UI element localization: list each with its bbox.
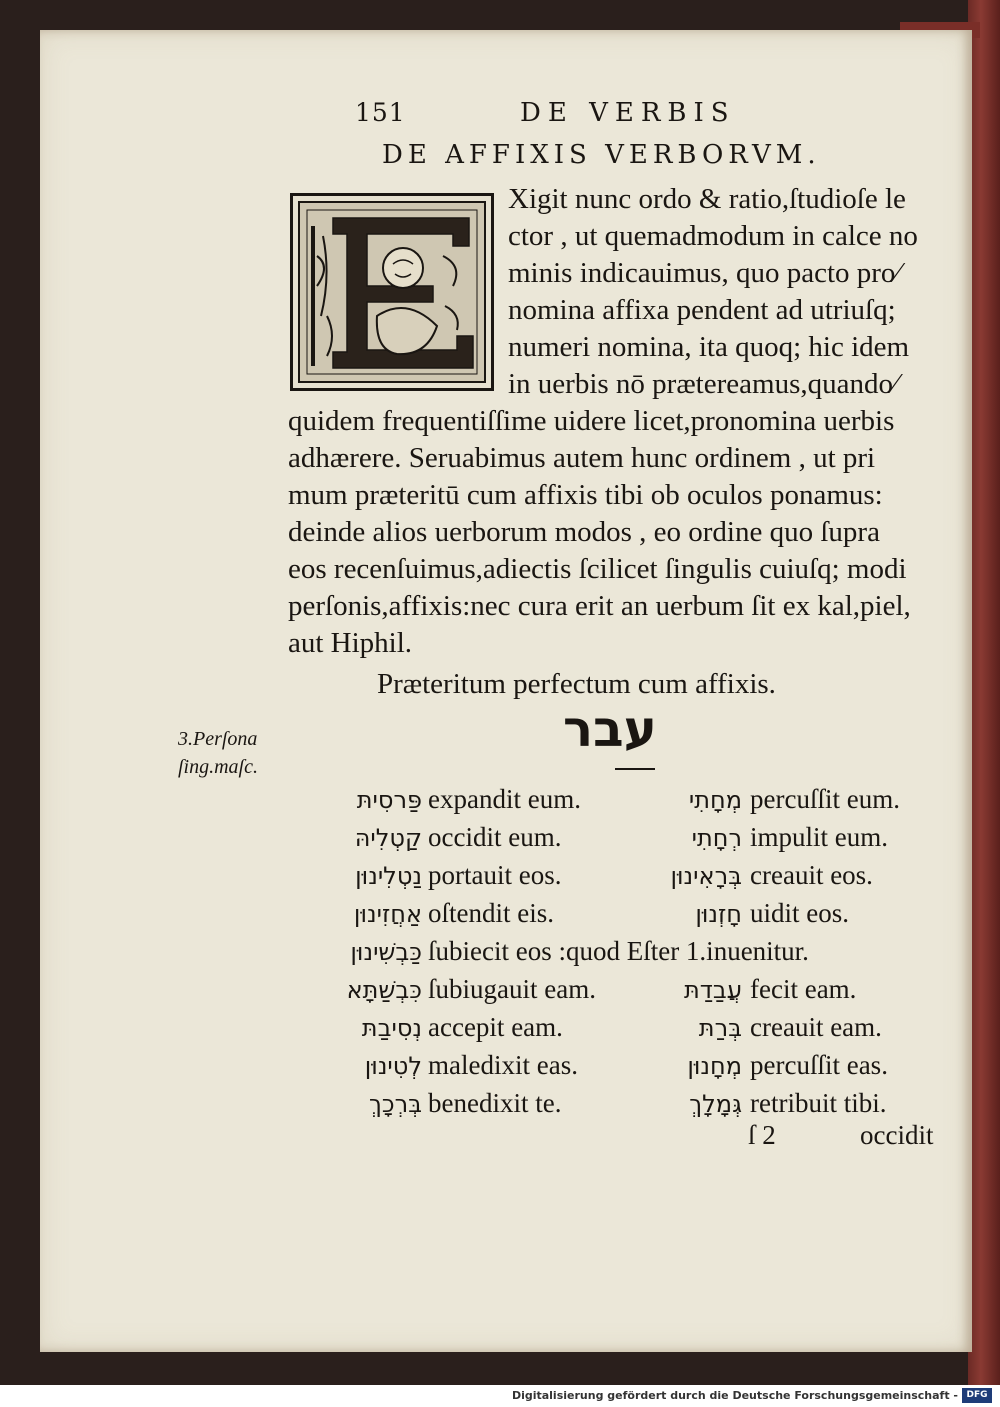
paragraph-line: deinde alios uerborum modos , eo ordine quo ſupra	[288, 516, 880, 548]
paragraph-line: in uerbis nō prætereamus,quando⁄	[508, 368, 898, 400]
paragraph-line: nomina affixa pendent ad utriuſq;	[508, 294, 896, 326]
latin-gloss: retribuit tibi.	[750, 1088, 887, 1118]
latin-gloss: benedixit te.	[428, 1088, 562, 1118]
hebrew-form: לְטִינוּן	[364, 1052, 422, 1080]
hebrew-form: מְחָנוּן	[687, 1052, 742, 1080]
paragraph-line: aut Hiphil.	[288, 627, 413, 659]
root-mark	[615, 768, 655, 770]
paragraph-line: Xigit nunc ordo & ratio,ſtudioſe le	[508, 183, 906, 215]
hebrew-form: עֲבַדַתּ	[683, 976, 742, 1004]
hebrew-form: גְּמָלָךְ	[689, 1090, 742, 1118]
margin-note-line: ſing.maſc.	[178, 756, 258, 778]
hebrew-form: אַחֲזִינוּן	[353, 900, 422, 928]
hebrew-form: נַטְלִינוּן	[355, 862, 422, 890]
paragraph-line: perſonis,affixis:nec cura erit an uerbum ſit ex kal,piel,	[288, 590, 911, 622]
paragraph-line: mum præteritū cum affixis tibi ob oculos ponamus:	[288, 479, 883, 511]
hebrew-form: בְּרְכָךְ	[368, 1090, 422, 1118]
hebrew-form: כַּבְשִׁינוּן	[350, 938, 422, 966]
hebrew-form: קַטְלִיהּ	[354, 824, 422, 852]
paragraph-line: quidem frequentiſſime uidere licet,pronomina uerbis	[288, 405, 895, 437]
latin-gloss: creauit eos.	[750, 860, 873, 890]
hebrew-form: מְחָתִי	[688, 786, 742, 814]
latin-gloss: ſubiecit eos :quod Eſter 1.inuenitur.	[428, 936, 809, 966]
hebrew-form: רְחָתִי	[691, 824, 742, 852]
latin-gloss: percuſſit eum.	[750, 784, 900, 814]
paragraph-line: eos recenſuimus,adiectis ſcilicet ſingulis cuiuſq; modi	[288, 553, 907, 585]
section-title: DE AFFIXIS VERBORVM.	[382, 140, 821, 170]
subheading: Præteritum perfectum cum affixis.	[377, 668, 776, 700]
latin-gloss: uidit eos.	[750, 898, 849, 928]
ornamental-initial-icon	[290, 193, 494, 391]
latin-gloss: portauit eos.	[428, 860, 562, 890]
paragraph-line: numeri nomina, ita quoq; hic idem	[508, 331, 910, 363]
latin-gloss: occidit eum.	[428, 822, 562, 852]
latin-gloss: fecit eam.	[750, 974, 857, 1004]
footer-bar	[0, 1385, 1000, 1407]
paragraph-line: ctor , ut quemadmodum in calce no	[508, 220, 918, 252]
latin-gloss: ſubiugauit eam.	[428, 974, 596, 1004]
dfg-logo-icon: DFG	[962, 1388, 992, 1403]
folio-number: 151	[355, 98, 406, 127]
latin-gloss: accepit eam.	[428, 1012, 563, 1042]
latin-gloss: percuſſit eas.	[750, 1050, 888, 1080]
latin-gloss: creauit eam.	[750, 1012, 882, 1042]
hebrew-form: בְּרַתּ	[698, 1014, 742, 1042]
book-board-edge	[968, 0, 1000, 1385]
latin-gloss: oſtendit eis.	[428, 898, 554, 928]
running-title: DE VERBIS	[520, 98, 736, 128]
latin-gloss: expandit eum.	[428, 784, 581, 814]
hebrew-form: נְסִיבַתּ	[361, 1014, 422, 1042]
paragraph-line: adhærere. Seruabimus autem hunc ordinem , ut pri	[288, 442, 876, 474]
hebrew-root-word: עבר	[563, 700, 657, 758]
hebrew-form: בְּרָאִינוּן	[670, 862, 742, 890]
signature-mark: ſ 2	[748, 1120, 776, 1150]
hebrew-form: כִּבְשַׁתָּא	[346, 976, 422, 1004]
hebrew-form: פַּרסִיתּ	[356, 786, 422, 814]
paragraph-line: minis indicauimus, quo pacto pro⁄	[508, 257, 901, 289]
catchword: occidit	[860, 1120, 934, 1150]
latin-gloss: maledixit eas.	[428, 1050, 578, 1080]
hebrew-form: חָזְנוּן	[695, 900, 742, 928]
margin-note-line: 3.Perſona	[178, 728, 258, 750]
funding-credit: Digitalisierung gefördert durch die Deutsche Forschungsgemeinschaft -	[511, 1389, 958, 1402]
latin-gloss: impulit eum.	[750, 822, 888, 852]
